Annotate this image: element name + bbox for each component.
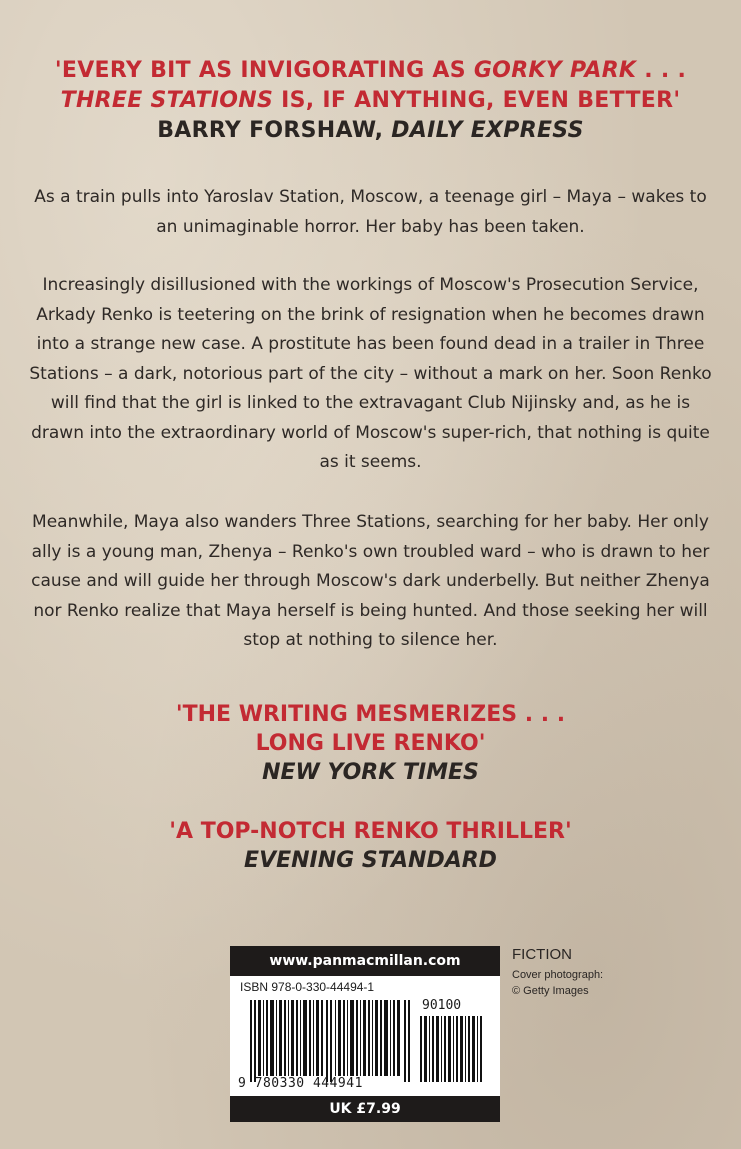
top-quote-title-gorky-park: GORKY PARK xyxy=(473,58,637,83)
top-quote-text-b: IS, IF ANYTHING, EVEN BETTER' xyxy=(273,88,681,113)
blurb-paragraph-3: Meanwhile, Maya also wanders Three Stations, searching for her baby. Her only ally is a young man, Zhenya – Renko's own troubled ward – who is drawn to her cause and will guide her through Moscow's dark underbelly. But neither Zhenya nor Renko realize that Maya herself is being hunted. And those seeking her will stop at nothing to silence her. xyxy=(31,512,710,650)
top-review-quote xyxy=(0,56,741,146)
attribution-name: BARRY FORSHAW, xyxy=(157,118,392,143)
review-quote-nyt xyxy=(0,700,741,787)
nyt-quote-line2: LONG LIVE RENKO' xyxy=(255,731,486,756)
top-quote-title-three-stations: THREE STATIONS xyxy=(60,88,274,113)
es-quote-source: EVENING STANDARD xyxy=(244,848,497,873)
side-info-block xyxy=(512,946,603,999)
barcode-panel xyxy=(230,946,500,1122)
blurb-paragraph-2: Increasingly disillusioned with the workings of Moscow's Prosecution Service, Arkady Renko is teetering on the brink of resignation when he becomes drawn into a strange new case. A prostitute has been found dead in a trailer in Three Stations – a dark, notorious part of the city – without a mark on her. Soon Renko will find that the girl is linked to the extravagant Club Nijinsky and, as he is drawn into the extraordinary world of Moscow's super-rich, that nothing is quite as it seems. xyxy=(29,275,712,472)
publisher-url: www.panmacmillan.com xyxy=(230,946,500,976)
price-label: UK £7.99 xyxy=(230,1096,500,1122)
top-quote-attribution xyxy=(0,116,741,146)
isbn-label: ISBN 978-0-330-44494-1 xyxy=(240,980,375,994)
cover-credit-line1: Cover photograph: xyxy=(512,969,604,981)
top-quote-line2 xyxy=(0,86,741,116)
genre-label: FICTION xyxy=(512,946,572,963)
top-quote-line1 xyxy=(0,56,741,86)
es-quote-line1: 'A TOP-NOTCH RENKO THRILLER' xyxy=(169,819,572,844)
review-quote-evening-standard xyxy=(0,817,741,875)
nyt-quote-line1: 'THE WRITING MESMERIZES . . . xyxy=(175,702,566,727)
barcode-digits: 9 780330 444941 xyxy=(238,1076,363,1091)
top-quote-text-a: 'EVERY BIT AS INVIGORATING AS xyxy=(54,58,474,83)
attribution-publication: DAILY EXPRESS xyxy=(391,118,584,143)
ean-barcode-graphic xyxy=(250,1000,410,1082)
top-quote-ellipsis: . . . xyxy=(636,58,687,83)
cover-credit-line2: © Getty Images xyxy=(512,985,589,997)
nyt-quote-source: NEW YORK TIMES xyxy=(262,760,479,785)
blurb-paragraph-1: As a train pulls into Yaroslav Station, Moscow, a teenage girl – Maya – wakes to an unimaginable horror. Her baby has been taken. xyxy=(34,187,707,237)
price-addon-barcode-graphic xyxy=(420,1016,482,1082)
price-code-number: 90100 xyxy=(422,998,462,1013)
